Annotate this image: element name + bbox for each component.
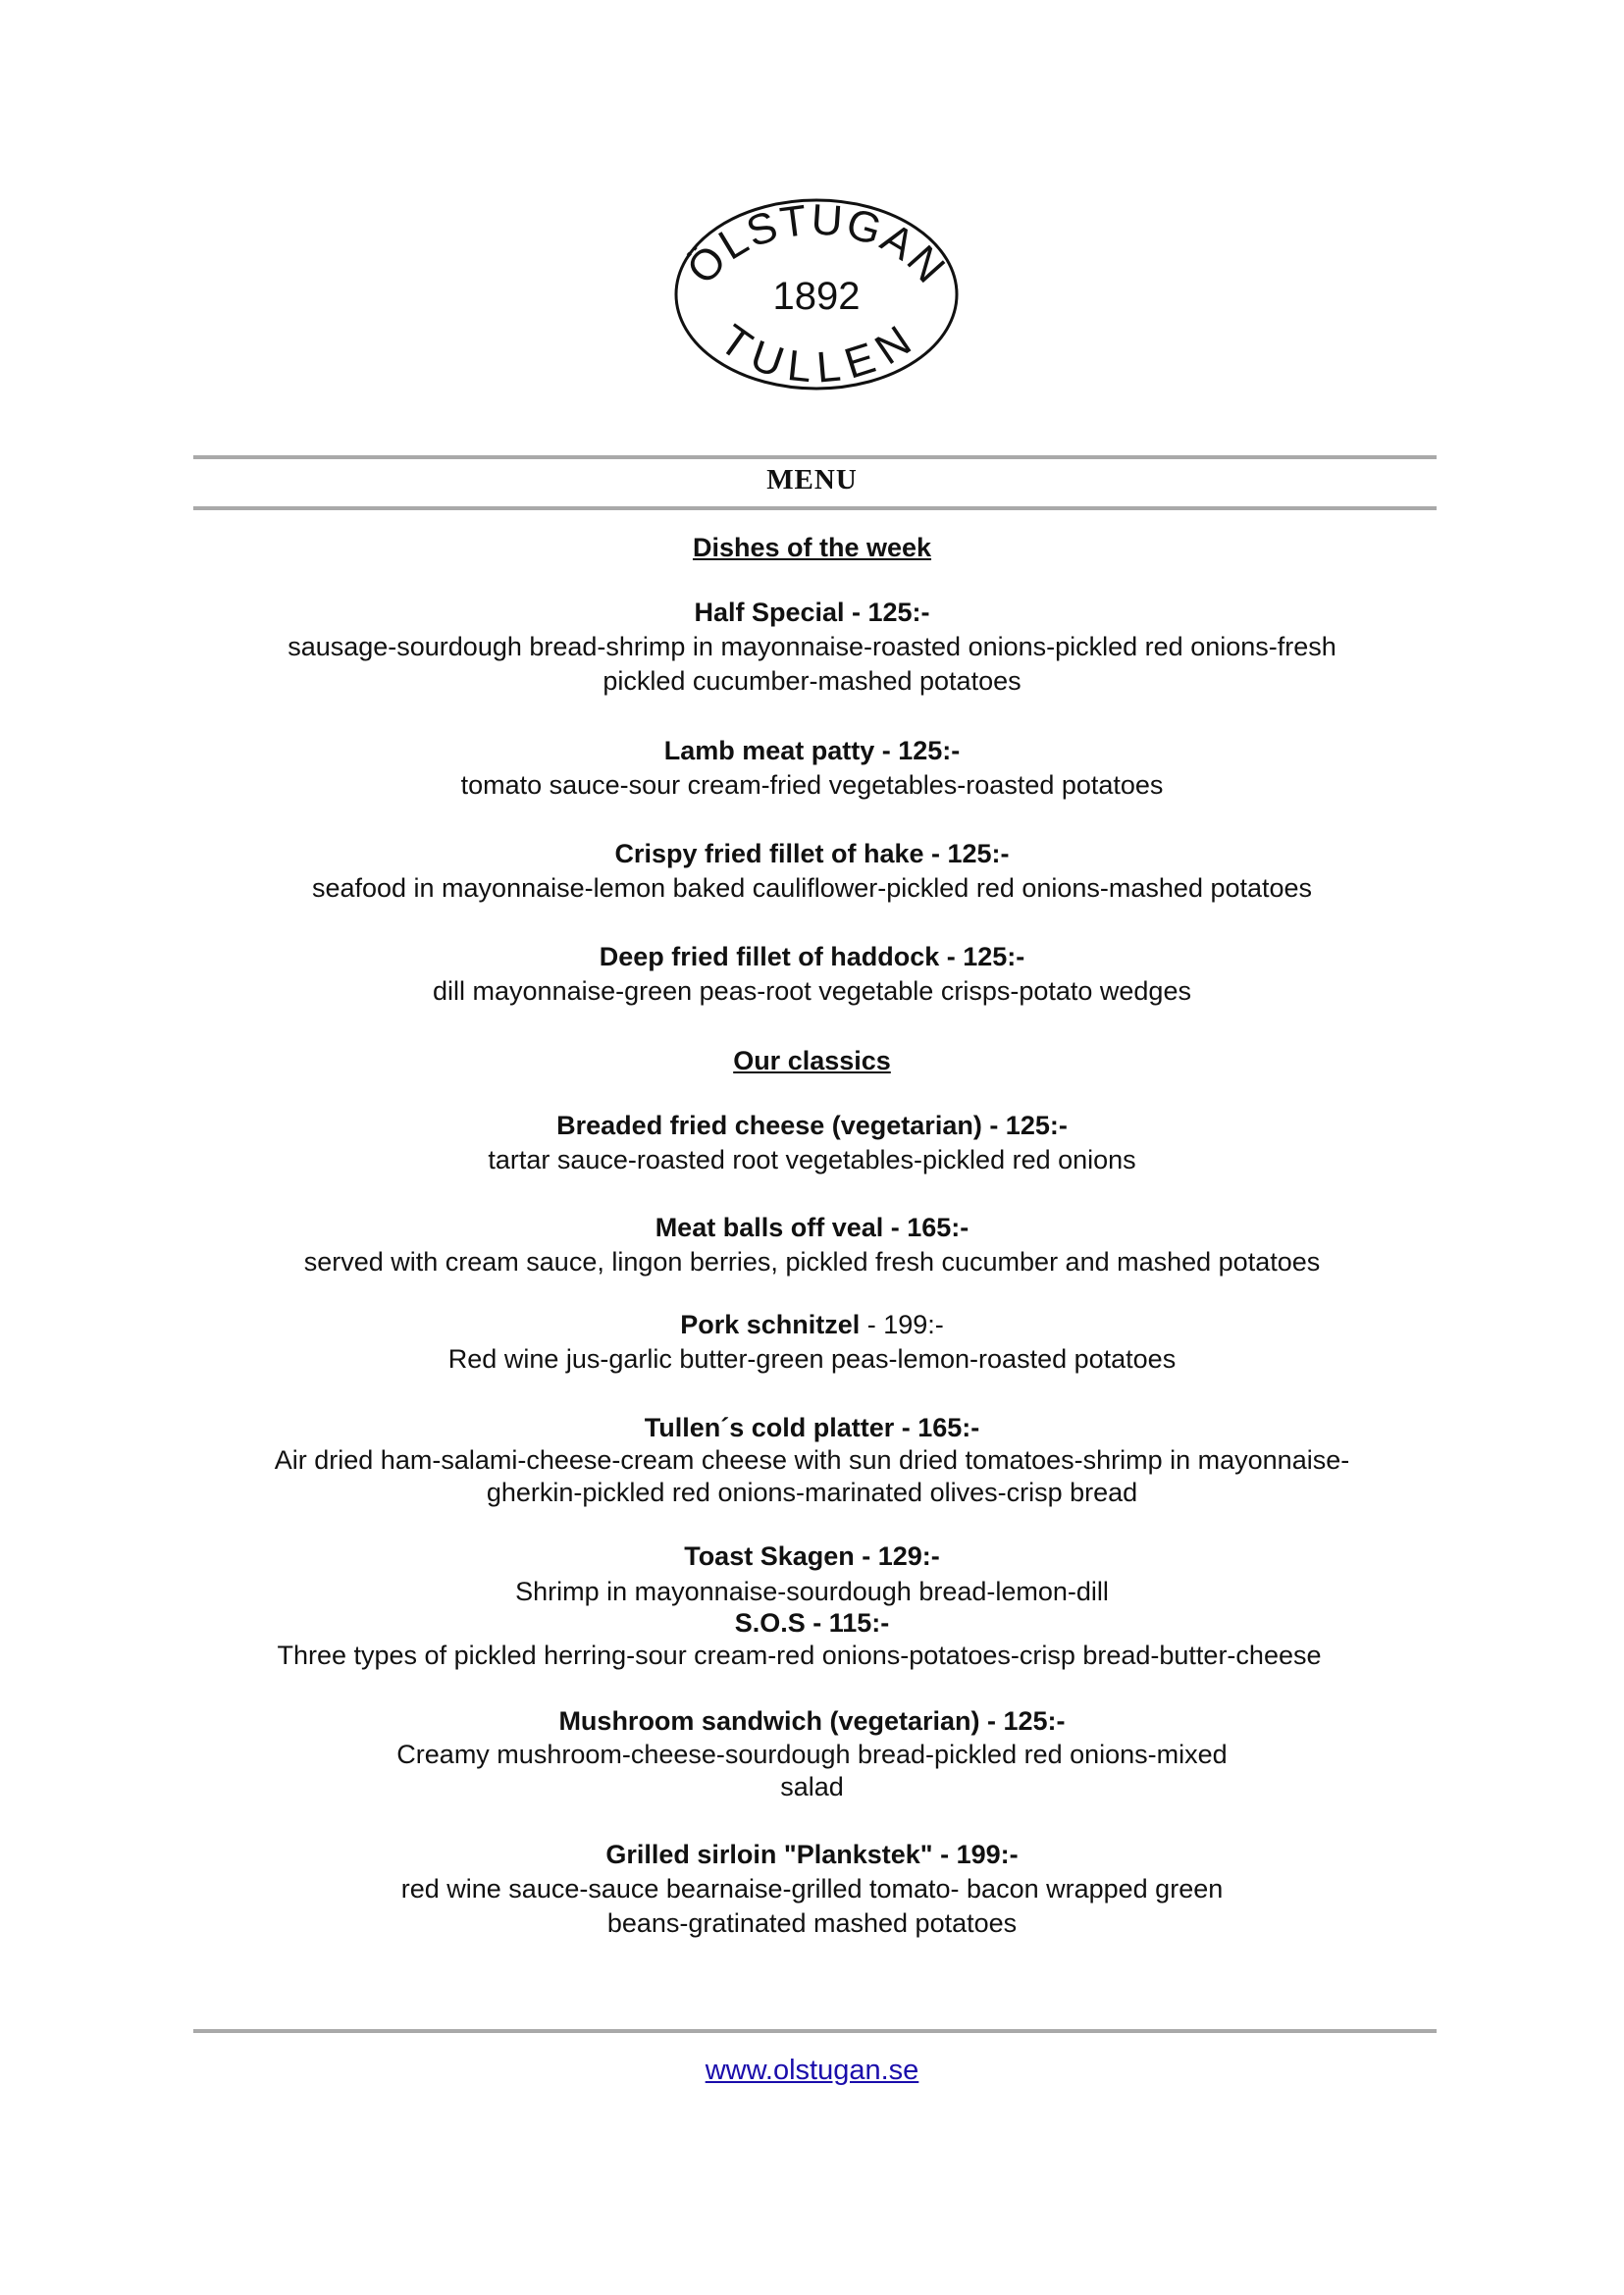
- header-top-rule: [193, 455, 1437, 459]
- dish-description: Red wine jus-garlic butter-green peas-lemon-roasted potatoes: [447, 1344, 1177, 1374]
- dish-name-with-price: [0, 1308, 1624, 1341]
- dish-name: Pork schnitzel: [680, 1310, 861, 1339]
- dish-name: Grilled sirloin "Plankstek" - 199:-: [605, 1840, 1019, 1869]
- dish-description: salad: [780, 1772, 844, 1801]
- logo-year: 1892: [772, 275, 861, 318]
- dish-description: served with cream sauce, lingon berries, pickled fresh cucumber and mashed potatoes: [303, 1247, 1321, 1277]
- dish-name: Lamb meat patty - 125:-: [663, 736, 961, 765]
- dish-name: Toast Skagen - 129:-: [684, 1541, 940, 1571]
- dish-description: Three types of pickled herring-sour cream-red onions-potatoes-crisp bread-butter-cheese: [277, 1641, 1322, 1670]
- dish-name: Tullen´s cold platter - 165:-: [644, 1413, 980, 1442]
- dish-description: beans-gratinated mashed potatoes: [606, 1908, 1018, 1938]
- header-bottom-rule: [193, 506, 1437, 510]
- dish-description: gherkin-pickled red onions-marinated olives-crisp bread: [486, 1478, 1138, 1507]
- section-title-our-classics: Our classics: [733, 1046, 891, 1075]
- section-title-dishes-of-the-week: Dishes of the week: [692, 533, 932, 562]
- dish-description: tomato sauce-sour cream-fried vegetables-roasted potatoes: [460, 770, 1164, 800]
- website-link[interactable]: www.olstugan.se: [705, 2055, 919, 2086]
- dish-description: Air dried ham-salami-cheese-cream cheese with sun dried tomatoes-shrimp in mayonnaise-: [274, 1445, 1350, 1475]
- dish-description: seafood in mayonnaise-lemon baked cauliflower-pickled red onions-mashed potatoes: [311, 873, 1313, 903]
- dish-description: sausage-sourdough bread-shrimp in mayonnaise-roasted onions-pickled red onions-fresh: [288, 632, 1336, 661]
- page-title: MENU: [766, 464, 858, 496]
- footer-rule: [193, 2029, 1437, 2033]
- dish-description: pickled cucumber-mashed potatoes: [602, 666, 1022, 696]
- dish-description: red wine sauce-sauce bearnaise-grilled tomato- bacon wrapped green: [400, 1874, 1224, 1904]
- footer: [0, 2054, 1624, 2087]
- dish-description: Creamy mushroom-cheese-sourdough bread-pickled red onions-mixed: [396, 1740, 1228, 1769]
- dish-name: Meat balls off veal - 165:-: [655, 1213, 969, 1242]
- dish-name: Breaded fried cheese (vegetarian) - 125:-: [556, 1111, 1068, 1140]
- dish-description: tartar sauce-roasted root vegetables-pickled red onions: [488, 1145, 1136, 1174]
- dish-description: Shrimp in mayonnaise-sourdough bread-lemon-dill: [515, 1577, 1109, 1606]
- dish-name: Deep fried fillet of haddock - 125:-: [599, 942, 1025, 971]
- logo-top-text: ÖLSTUGAN: [677, 196, 956, 294]
- dish-name: Mushroom sandwich (vegetarian) - 125:-: [558, 1706, 1066, 1736]
- dish-price: - 199:-: [860, 1310, 944, 1339]
- dish-name: S.O.S - 115:-: [734, 1608, 890, 1638]
- logo-bottom-text: TULLEN: [710, 315, 921, 392]
- dish-description: dill mayonnaise-green peas-root vegetable crisps-potato wedges: [433, 976, 1191, 1006]
- dish-name: Crispy fried fillet of hake - 125:-: [614, 839, 1010, 868]
- olstugan-tullen-logo: [674, 196, 959, 392]
- dish-name: Half Special - 125:-: [694, 598, 930, 627]
